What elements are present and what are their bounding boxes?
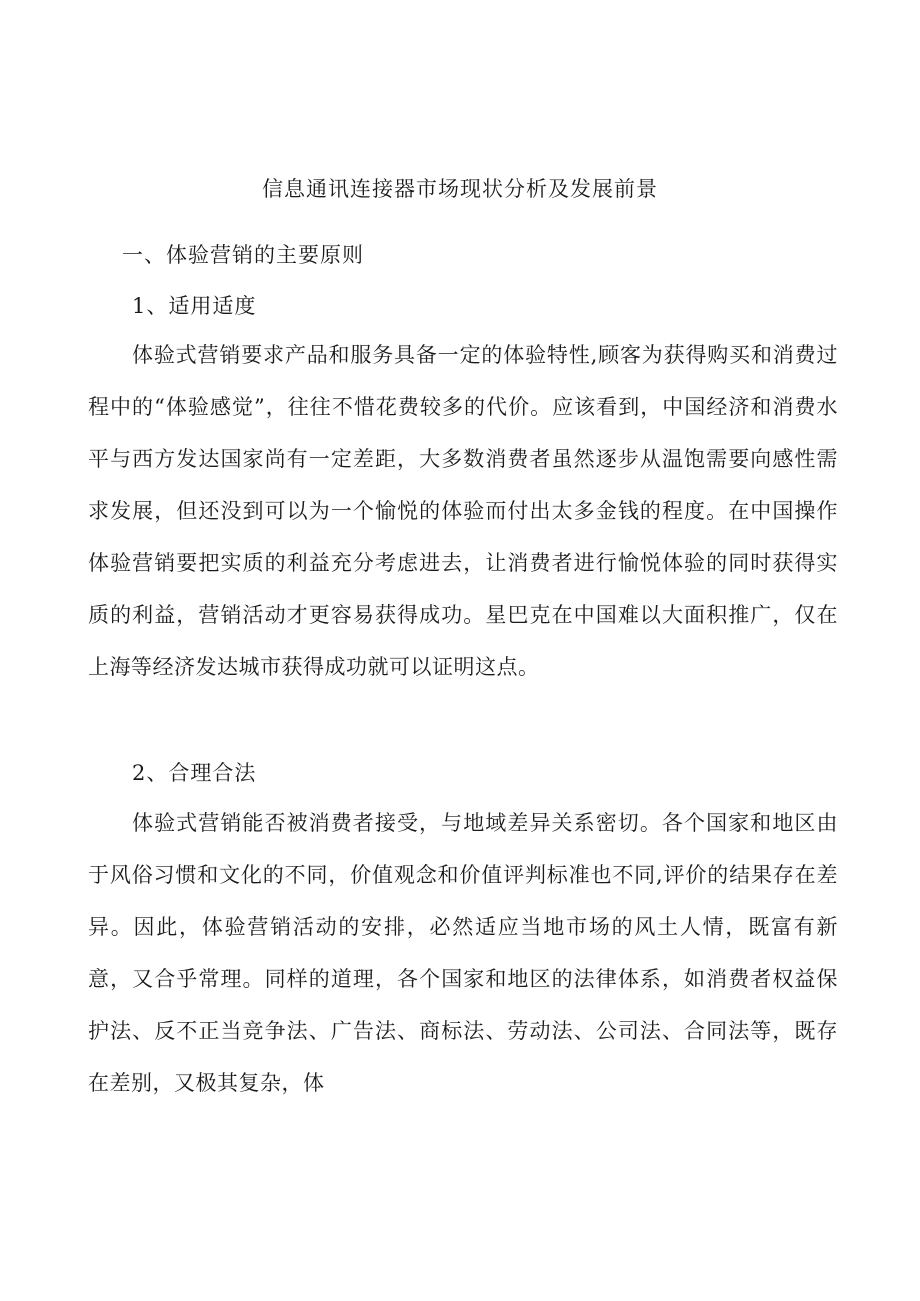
subsection-heading-1: 1、适用适度 [132, 294, 257, 318]
paragraph-1: 体验式营销要求产品和服务具备一定的体验特性,顾客为获得购买和消费过程中的“体验感觉”，往往不惜花费较多的代价。应该看到，中国经济和消费水平与西方发达国家尚有一定差距，大多数消费者虽然逐步从温饱需要向感性需求发展，但还没到可以为一个愉悦的体验而付出太多金钱的程度。在中国操作体验营销要把实质的利益充分考虑进去，让消费者进行愉悦体验的同时获得实质的利益，营销活动才更容易获得成功。星巴克在中国难以大面积推广，仅在上海等经济发达城市获得成功就可以证明这点。 [88, 343, 838, 679]
section-heading: 一、体验营销的主要原则 [122, 243, 364, 267]
subsection-heading-2: 2、合理合法 [132, 761, 257, 785]
paragraph-2: 体验式营销能否被消费者接受，与地域差异关系密切。各个国家和地区由于风俗习惯和文化的不同，价值观念和价值评判标准也不同,评价的结果存在差异。因此，体验营销活动的安排，必然适应当地市场的风土人情，既富有新意，又合乎常理。同样的道理，各个国家和地区的法律体系，如消费者权益保护法、反不正当竞争法、广告法、商标法、劳动法、公司法、合同法等，既存在差别，又极其复杂，体 [88, 811, 838, 1095]
document-title: 信息通讯连接器市场现状分析及发展前景 [262, 177, 658, 201]
